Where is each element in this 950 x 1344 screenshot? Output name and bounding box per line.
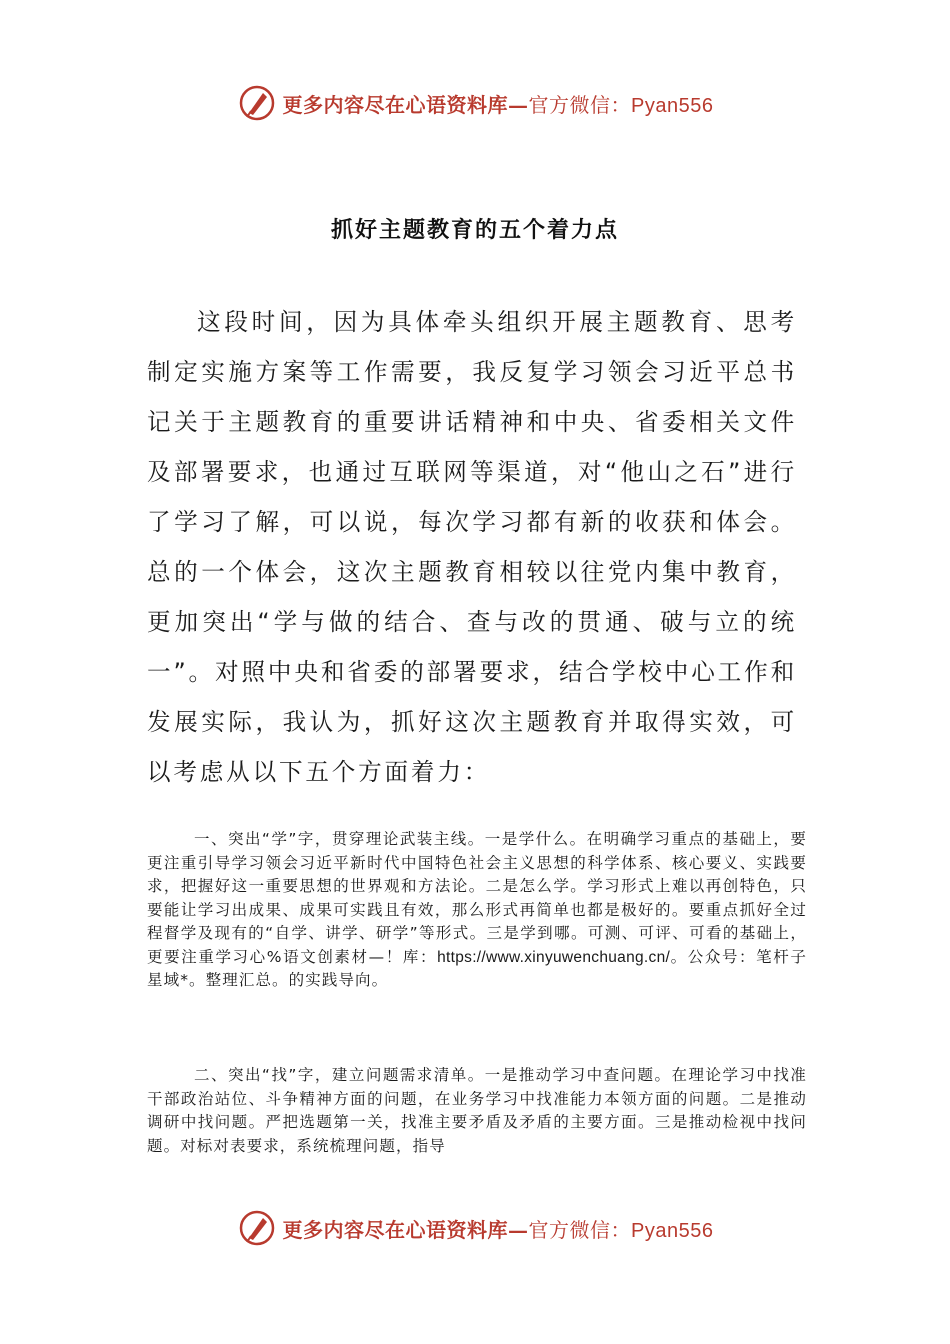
- banner-text: 更多内容尽在心语资料库—官方微信：Pyan556: [282, 92, 714, 117]
- section-1-paragraph: 一、突出“学”字，贯穿理论武装主线。一是学什么。在明确学习重点的基础上，要更注重引导学习领会习近平新时代中国特色社会主义思想的科学体系、核心要义、实践要求，把握好这一重要思想的世界观和方法论。二是怎么学。学习形式上难以再创特色，只要能让学习出成果、成果可实践且有效，那么形式再简单也都是极好的。要重点抓好全过程督学及现有的“自学、讲学、研学”等形式。三是学到哪。可测、可评、可看的基础上，更要注重学习心%语文创素材—！库：https://www.xinyuwenchuang.cn/。公众号：笔杆子星域*。整理汇总。的实践导向。: [147, 830, 807, 989]
- header-banner: [0, 80, 950, 126]
- intro-paragraph: 这段时间，因为具体牵头组织开展主题教育、思考制定实施方案等工作需要，我反复学习领会习近平总书记关于主题教育的重要讲话精神和中央、省委相关文件及部署要求，也通过互联网等渠道，对“他山之石”进行了学习了解，可以说，每次学习都有新的收获和体会。总的一个体会，这次主题教育相较以往党内集中教育，更加突出“学与做的结合、查与改的贯通、破与立的统一”。对照中央和省委的部署要求，结合学校中心工作和发展实际，我认为，抓好这次主题教育并取得实效，可以考虑从以下五个方面着力：: [147, 308, 797, 786]
- document-title: 抓好主题教育的五个着力点: [330, 218, 619, 243]
- banner-text: 更多内容尽在心语资料库—官方微信：Pyan556: [282, 1217, 714, 1242]
- source-url: https://www.xinyuwenchuang.cn/: [437, 948, 671, 966]
- section-2-paragraph: 二、突出“找”字，建立问题需求清单。一是推动学习中查问题。在理论学习中找准干部政治站位、斗争精神方面的问题，在业务学习中找准能力本领方面的问题。二是推动调研中找问题。严把选题第一关，找准主要矛盾及矛盾的主要方面。三是推动检视中找问题。对标对表要求，系统梳理问题，指导: [147, 1066, 807, 1155]
- footer-banner: [0, 1205, 950, 1251]
- pen-nib-icon: [237, 83, 277, 123]
- pen-nib-icon: [237, 1208, 277, 1248]
